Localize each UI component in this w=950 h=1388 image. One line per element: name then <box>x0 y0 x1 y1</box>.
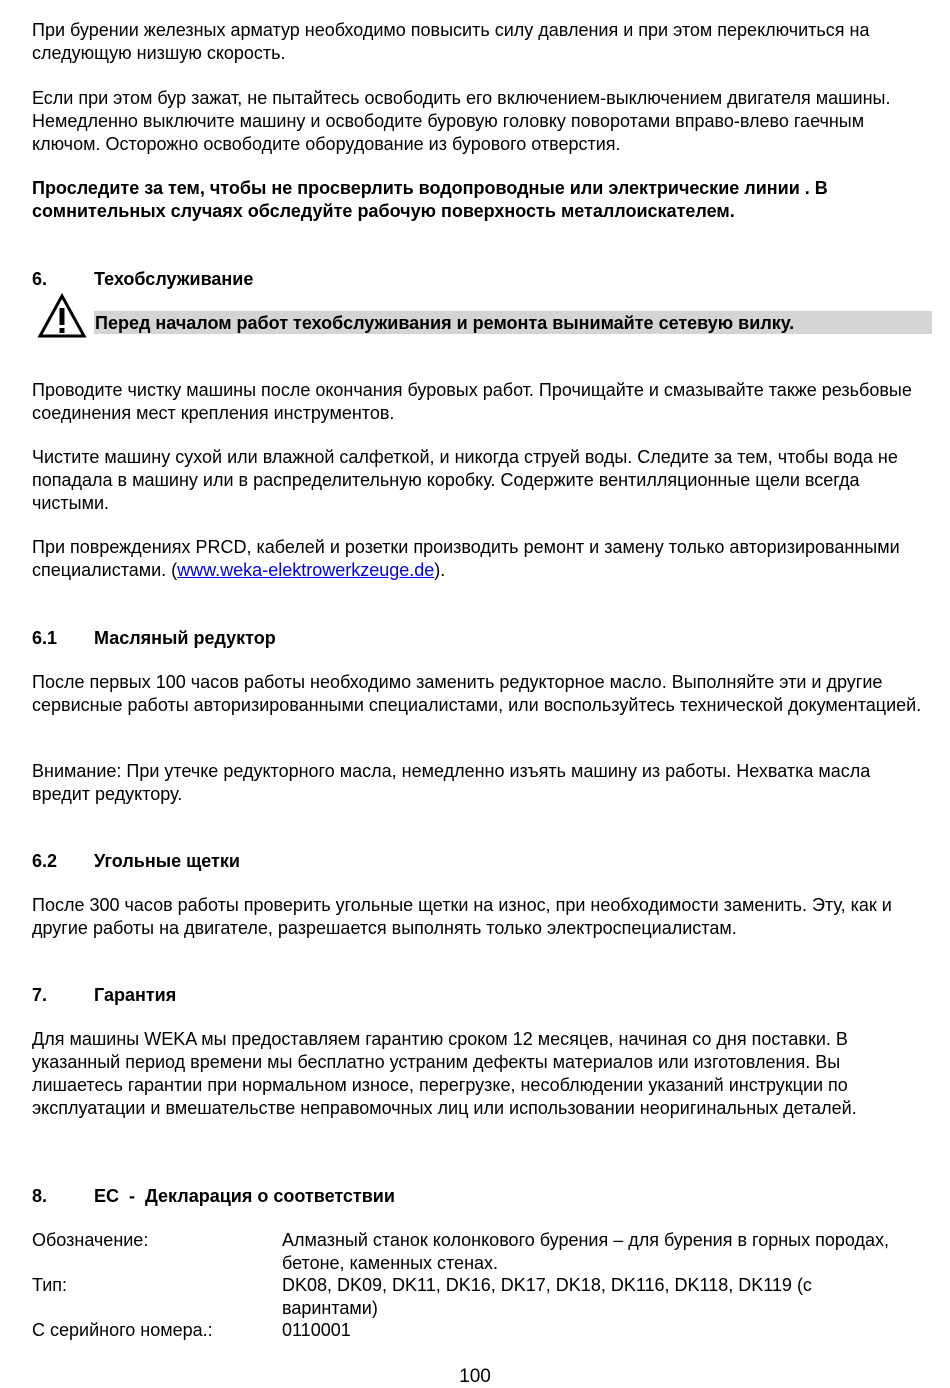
section-number: 6. <box>32 269 48 289</box>
warning-unplug: Перед началом работ техобслуживания и ремонта вынимайте сетевую вилку. <box>95 313 795 333</box>
paragraph-stuck-bit: Если при этом бур зажат, не пытайтесь освободить его включением-выключением двигателя машины. Немедленно выключите машину и освободите буровую головку поворотами вправо-влево гаечным ключом. Осторожно освободите оборудование из бурового отверстия. <box>32 88 891 154</box>
repair-text: При повреждениях PRCD, кабелей и розетки производить ремонт и замену только авторизированными специалистами. ( <box>32 537 900 580</box>
weka-website-link[interactable]: www.weka-elektrowerkzeuge.de <box>177 560 435 580</box>
section-number: 8. <box>32 1186 48 1206</box>
paragraph-repair <box>32 536 927 582</box>
heading-section-6 <box>32 268 253 291</box>
declaration-value: Алмазный станок колонкового бурения – для бурения в горных породах, бетоне, каменных стенах. <box>282 1230 889 1273</box>
section-title: Угольные щетки <box>94 851 240 871</box>
section-title: Гарантия <box>94 985 177 1005</box>
section-number: 6.1 <box>32 628 58 648</box>
section-number: 6.2 <box>32 851 58 871</box>
declaration-value: DK08, DK09, DK11, DK16, DK17, DK18, DK116, DK118, DK119 (с варинтами) <box>282 1275 812 1318</box>
heading-section-7 <box>32 984 176 1007</box>
paragraph-oil-change: После первых 100 часов работы необходимо заменить редукторное масло. Выполняйте эти и другие сервисные работы авторизированными специалистами, или воспользуйтесь технической документацией. <box>32 672 922 715</box>
paragraph-cleaning-method: Чистите машину сухой или влажной салфеткой, и никогда струей воды. Следите за тем, чтобы вода не попадала в машину или в распределительную коробку. Содержите вентилляционные щели всегда чистыми. <box>32 447 898 513</box>
repair-text-end: ). <box>434 560 446 580</box>
section-title: EC - Декларация о соответствии <box>94 1186 395 1206</box>
page-number: 100 <box>459 1366 491 1387</box>
heading-section-8 <box>32 1185 395 1208</box>
declaration-label: Обозначение: <box>32 1230 149 1250</box>
warning-triangle-icon <box>37 293 87 339</box>
paragraph-warning-lines: Проследите за тем, чтобы не просверлить водопроводные или электрические линии . В сомнительных случаях обследуйте рабочую поверхность металлоискателем. <box>32 178 828 221</box>
declaration-label: С серийного номера.: <box>32 1320 213 1340</box>
section-title: Техобслуживание <box>94 269 254 289</box>
paragraph-carbon-brushes: После 300 часов работы проверить угольные щетки на износ, при необходимости заменить. Эту, как и другие работы на двигателе, разрешается выполнять только электроспециалистам. <box>32 895 892 938</box>
heading-section-6-1 <box>32 627 276 650</box>
paragraph-oil-leak: Внимание: При утечке редукторного масла, немедленно изъять машину из работы. Нехватка масла вредит редуктору. <box>32 761 871 804</box>
section-number: 7. <box>32 985 48 1005</box>
heading-section-6-2 <box>32 850 240 873</box>
paragraph-drilling-rebar: При бурении железных арматур необходимо повысить силу давления и при этом переключиться на следующую низшую скорость. <box>32 20 870 63</box>
paragraph-cleaning: Проводите чистку машины после окончания буровых работ. Прочищайте и смазывайте также резьбовые соединения мест крепления инструментов. <box>32 380 912 423</box>
declaration-value: 0110001 <box>282 1320 351 1340</box>
declaration-label: Тип: <box>32 1275 68 1295</box>
section-title: Масляный редуктор <box>94 628 276 648</box>
paragraph-warranty: Для машины WEKA мы предоставляем гарантию сроком 12 месяцев, начиная со дня поставки. В указанный период времени мы бесплатно устраним дефекты материалов или изготовления. Вы лишаетесь гарантии при нормальном износе, перегрузке, несоблюдении указаний инструкции по эксплуатации и вмешательстве неправомочных лиц или использовании неоригинальных деталей. <box>32 1029 857 1118</box>
